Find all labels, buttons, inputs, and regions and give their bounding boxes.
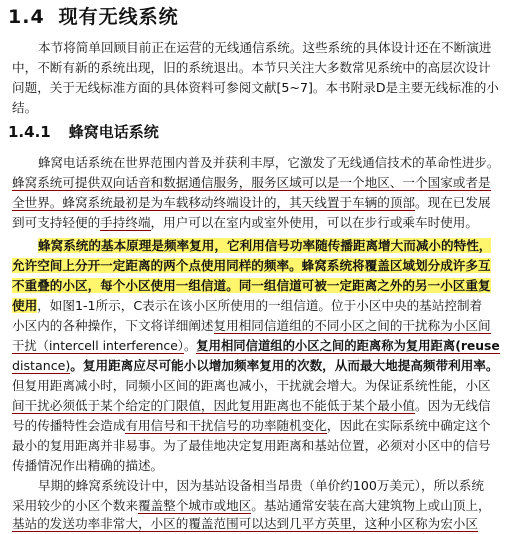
subsection-title: 蜂窝电话系统 [68, 123, 159, 141]
underlined-text: 干扰（intercell interference） [12, 339, 184, 353]
plain-text: 。现在已发展 [415, 195, 491, 210]
underlined-text: distance) [12, 358, 71, 373]
body-line [12, 173, 502, 193]
intro-line: 中，不断有新的系统出现，旧的系统退出。本节只关注大多数常见系统中的高层次设计 [12, 60, 491, 75]
plain-text: 小区内的各种操作，下文将详细阐述 [12, 318, 214, 333]
intro-line: 本节将简单回顾目前正在运营的无线通信系统。这些系统的具体设计还在不断演进 [38, 40, 492, 55]
underlined-text: 间干扰必须低于某个给定的门限值，因此复用距离也不能低于某个最小值 [12, 398, 415, 413]
section-number: 1.4 [8, 6, 45, 28]
underlined-text: 复用相同信道组的小区之间的距离称为复用距离(reuse [196, 339, 500, 353]
section-title: 现有无线系统 [58, 6, 179, 28]
body-line: 但复用距离减小时，同频小区间的距离也减小，干扰就会增大。为保证系统性能，小区 [12, 378, 491, 393]
body-line [12, 193, 502, 213]
body-line [12, 213, 502, 233]
subsection-heading [8, 121, 159, 142]
body-line: 早期的蜂窝系统设计中，因为基站设备相当昂贵（单价约100万美元），所以系统 [38, 478, 484, 493]
plain-text: ，因此在实际系统中确定这个 [326, 418, 491, 433]
body-line [12, 356, 502, 376]
highlighted-text: 蜂窝系统的基本原理是频率复用，它利用信号功率随传播距离增大而减小的特性， [38, 238, 492, 253]
highlighted-text: 允许空间上分开一定距离的两个点使用同样的频率。蜂窝系统将覆盖区域划分成许多互 [12, 258, 491, 273]
body-line: 蜂窝电话系统在世界范围内普及并获利丰厚，它激发了无线通信技术的革命性进步。 [38, 155, 500, 170]
section-heading [8, 2, 179, 29]
underlined-text: 全世界。蜂窝系统最初是为车载移动终端设计的，其天线置于车辆的顶部 [12, 195, 415, 210]
highlighted-text: 不重叠的小区，每个小区使用一组信道。同一组信道可被一定距离之外的另一小区重复 [12, 278, 491, 293]
body-line [12, 336, 502, 356]
underlined-text: 有用信号和干扰信号的功率随机变化 [125, 418, 327, 433]
plain-text: 到可支持轻便的 [12, 215, 101, 230]
underlined-text: 基站的发送功率非常大，小区的覆盖范围可以达到几平方英里，这种小区称为宏小区 [12, 516, 478, 531]
plain-text: ，如图1-1所示，C表示在该小区所使用的一组信道。位于小区中央的基站控制着 [37, 298, 483, 313]
body-line [12, 496, 502, 516]
body-line [12, 256, 502, 276]
intro-line: 结。 [12, 100, 38, 115]
highlighted-text: 使用 [12, 298, 38, 313]
body-line [12, 396, 502, 416]
underlined-text: 手持终端 [100, 215, 151, 230]
plain-text: ，用户可以在室内或室外使用，可以在步行或乘车时使用。 [150, 215, 478, 230]
plain-text: 采用较少的小区个数来 [12, 498, 138, 513]
body-line [12, 416, 502, 436]
body-line [12, 276, 502, 296]
subsection-number: 1.4.1 [8, 123, 51, 141]
plain-text: 。基站通常安装在高大建筑物上或山顶上， [251, 498, 491, 513]
bold-text: 。复用距离应尽可能小以增加频率复用的次数，从而最大地提高频带利用率。 [70, 358, 499, 373]
plain-text: 。 [183, 339, 197, 353]
underlined-text: 蜂窝系统可提供双向话音和数据通信服务，服务区域可以是一个地区、一个国家或者是 [12, 175, 491, 190]
body-line: 传播情况作出精确的描述。 [12, 458, 164, 473]
body-line [12, 296, 502, 316]
body-line [12, 514, 502, 534]
plain-text: 。因为无线信 [415, 398, 491, 413]
body-line [38, 236, 502, 256]
underlined-text: 覆盖整个城市或地区 [137, 498, 252, 513]
underlined-text: 复用相同信道组的不同小区之间的干扰称为小区间 [213, 318, 491, 333]
intro-line: 问题，关于无线标准方面的具体资料可参阅文献[5~7]。本书附录D是主要无线标准的小 [12, 80, 499, 95]
body-line: 最小的复用距离并非易事。为了最佳地决定复用距离和基站位置，必须对小区中的信号 [12, 438, 491, 453]
plain-text: 号的传播特性会造成 [12, 418, 126, 433]
body-line [12, 316, 502, 336]
